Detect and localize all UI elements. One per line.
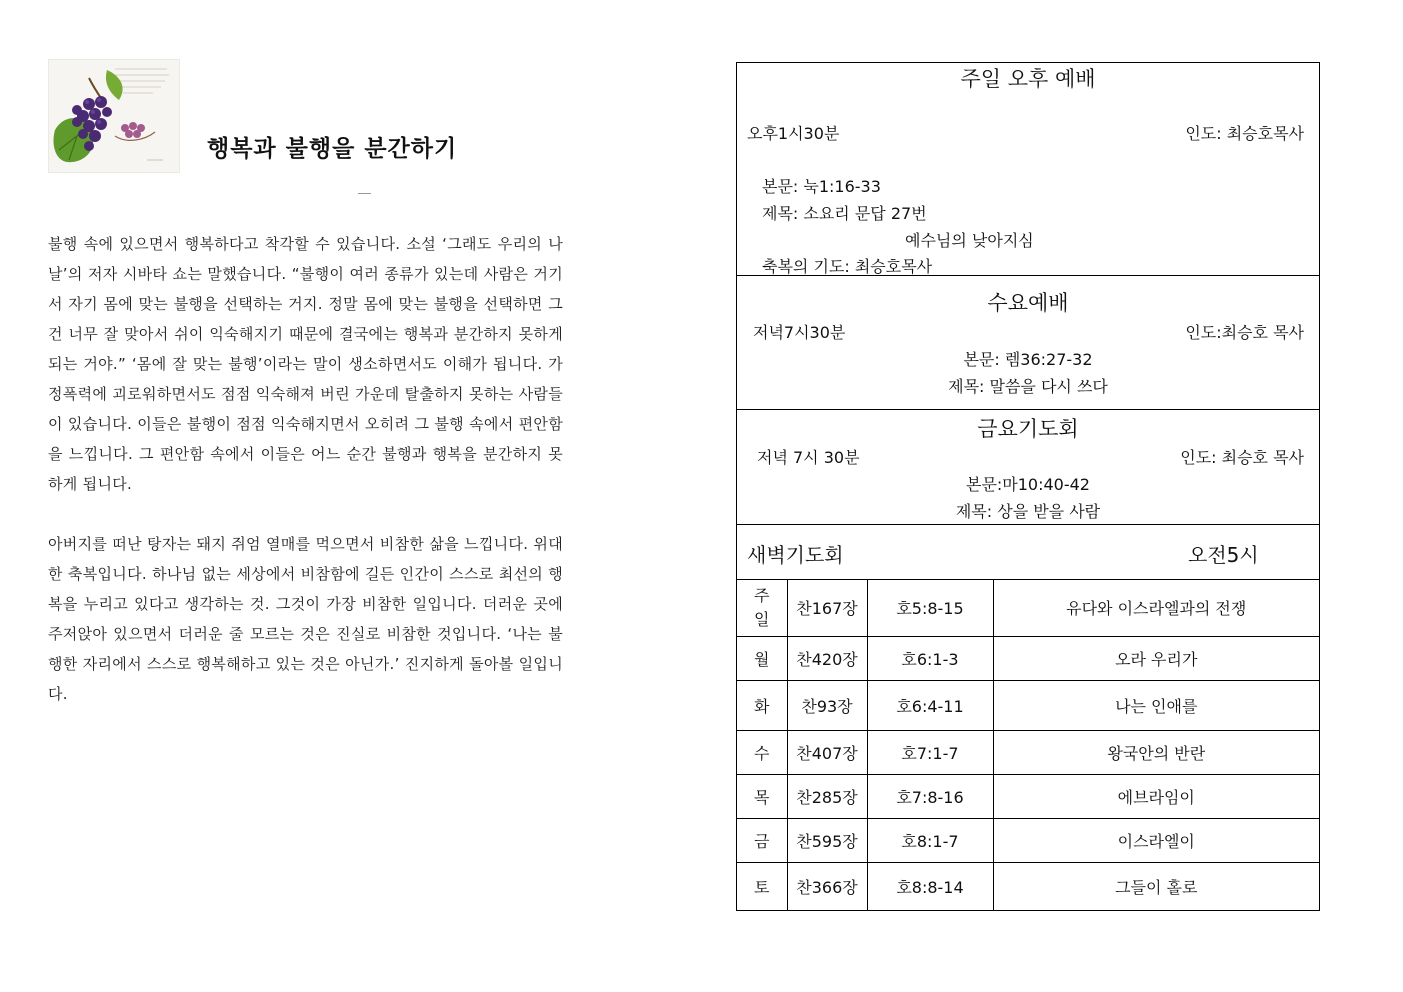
article-paragraph: 아버지를 떠난 탕자는 돼지 쥐엄 열매를 먹으면서 비참한 삶을 느낍니다. 위대한 축복입니다. 하나님 없는 세상에서 비참함에 길든 인간이 스스로 최선의 행복을 누리고 있다고 생각하는 것. 그것이 가장 비참한 일입니다. 더러운 곳에 주저앉아 있으면서 더러운 줄 모르는 것은 진실로 비참한 것입니다. ‘나는 불행한 자리에서 스스로 행복해하고 있는 것은 아닌가.’ 진지하게 돌아볼 일입니다. [48, 535, 563, 703]
service-text: 본문: 렘36:27-32 [963, 350, 1093, 369]
table-row [737, 680, 1319, 730]
subject-cell: 유다와 이스라엘과의 전쟁 [993, 580, 1319, 636]
subject-cell: 오라 우리가 [993, 636, 1319, 680]
table-row [737, 730, 1319, 774]
service-title: 금요기도회 [977, 417, 1079, 441]
service-subject: 제목: 말씀을 다시 쓰다 [948, 377, 1108, 396]
day-cell: 수 [737, 730, 787, 774]
service-time: 저녁7시30분 [753, 323, 846, 342]
service-time: 저녁 7시 30분 [757, 448, 860, 467]
hymn-cell: 찬366장 [787, 862, 867, 910]
service-leader: 인도: 최승호목사 [1185, 124, 1304, 143]
service-leader: 인도:최승호 목사 [1185, 323, 1304, 342]
service-time: 오후1시30분 [747, 124, 840, 143]
subject-cell: 왕국안의 반란 [993, 730, 1319, 774]
day-cell: 금 [737, 818, 787, 862]
subject-cell: 그들이 홀로 [1115, 877, 1198, 897]
service-blessing: 축복의 기도: 최승호목사 [762, 257, 933, 276]
table-row [737, 818, 1319, 862]
dawn-prayer-title: 새벽기도회 [747, 543, 844, 567]
service-subject: 제목: 상을 받을 사람 [955, 502, 1101, 521]
day-cell: 월 [737, 636, 787, 680]
hymn-cell: 찬595장 [787, 818, 867, 862]
hymn-cell: 찬93장 [787, 680, 867, 730]
subject-cell: 에브라임이 [993, 774, 1319, 818]
passage-cell: 호7:8-16 [867, 774, 993, 818]
dawn-prayer-time: 오전5시 [1188, 543, 1259, 567]
passage-cell: 호6:4-11 [867, 680, 993, 730]
article-body [48, 229, 563, 709]
hymn-cell: 찬167장 [787, 580, 867, 636]
grape-illustration [48, 59, 180, 173]
table-row [737, 774, 1319, 818]
passage-cell: 호8:1-7 [867, 818, 993, 862]
service-leader: 인도: 최승호 목사 [1180, 448, 1304, 467]
day-cell: 목 [737, 774, 787, 818]
divider [358, 193, 371, 194]
table-row [737, 580, 1319, 636]
dawn-prayer-table [737, 580, 1319, 910]
article-title: 행복과 불행을 분간하기 [207, 135, 458, 162]
sunday-afternoon-service [737, 63, 1319, 276]
wednesday-service [737, 276, 1319, 410]
dawn-prayer-header [737, 525, 1319, 580]
subject-cell: 나는 인애를 [993, 680, 1319, 730]
hymn-cell: 찬407장 [787, 730, 867, 774]
service-subject-detail: 예수님의 낮아지심 [905, 231, 1034, 250]
service-title: 주일 오후 예배 [960, 67, 1096, 91]
subject-cell: 이스라엘이 [993, 818, 1319, 862]
passage-cell: 호7:1-7 [867, 730, 993, 774]
service-title: 수요예배 [987, 291, 1069, 315]
service-subject: 제목: 소요리 문답 27번 [762, 204, 927, 223]
service-text: 본문: 눅1:16-33 [762, 177, 881, 196]
article-paragraph: 불행 속에 있으면서 행복하다고 착각할 수 있습니다. 소설 ‘그래도 우리의 나날’의 저자 시바타 쇼는 말했습니다. “불행이 여러 종류가 있는데 사람은 거기서 자기 몸에 맞는 불행을 선택하는 거지. 정말 몸에 맞는 불행을 선택하면 그건 너무 잘 맞아서 쉬이 익숙해지기 때문에 결국에는 행복과 분간하지 못하게 되는 거야.” ‘몸에 잘 맞는 불행’이라는 말이 생소하면서도 이해가 됩니다. 가정폭력에 괴로워하면서도 점점 익숙해져 버린 가운데 탈출하지 못하는 사람들이 있습니다. 이들은 불행이 점점 익숙해지면서 오히려 그 불행 속에서 편안함을 느낍니다. 그 편안함 속에서 이들은 어느 순간 불행과 행복을 분간하지 못하게 됩니다. [48, 235, 563, 493]
passage-cell: 호5:8-15 [867, 580, 993, 636]
friday-prayer-meeting [737, 410, 1319, 525]
passage-cell: 호6:1-3 [867, 636, 993, 680]
worship-schedule [736, 62, 1320, 911]
day-cell: 주 일 [737, 580, 787, 636]
service-text: 본문:마10:40-42 [965, 475, 1090, 494]
day-cell: 화 [737, 680, 787, 730]
hymn-cell: 찬420장 [787, 636, 867, 680]
passage-cell: 호8:8-14 [867, 862, 993, 910]
table-row [737, 636, 1319, 680]
day-cell: 토 [737, 862, 787, 910]
table-row [737, 862, 1319, 910]
hymn-cell: 찬285장 [787, 774, 867, 818]
